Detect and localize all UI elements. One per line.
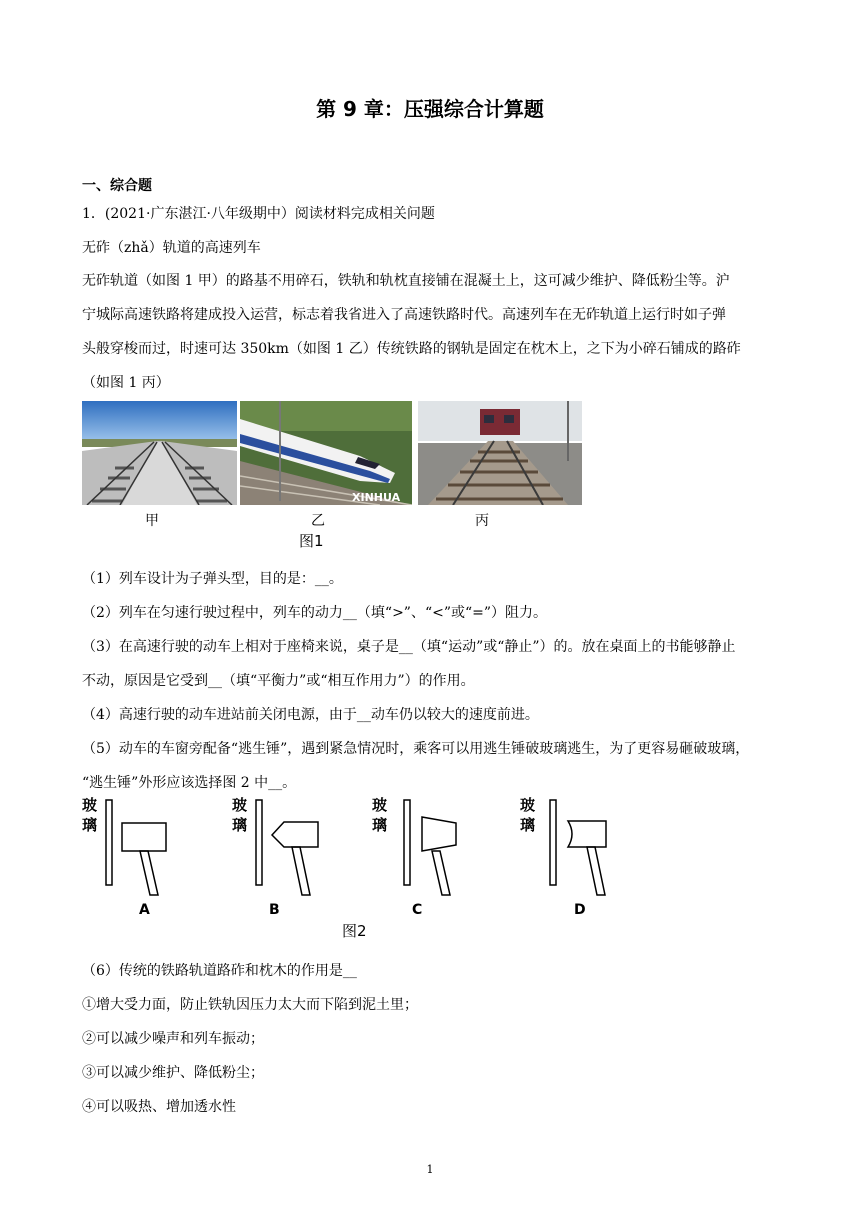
figure-1 — [82, 401, 582, 505]
svg-text:璃: 璃 — [232, 816, 248, 834]
choice-item: ④可以吸热、增加透水性 — [82, 1099, 236, 1115]
figure-1-label: 图1 — [299, 532, 324, 550]
passage-line: 头般穿梭而过，时速可达 350km（如图 1 乙）传统铁路的钢轨是固定在枕木上，之下为小碎石铺成的路砟 — [82, 341, 741, 357]
svg-text:A: A — [139, 902, 150, 918]
choice-item: ②可以减少噪声和列车振动； — [82, 1031, 264, 1047]
figure-caption-bing: 丙 — [475, 513, 489, 529]
svg-text:D: D — [574, 902, 586, 918]
question-item: （2）列车在匀速行驶过程中，列车的动力__（填“>”、“<”或“=”）阻力。 — [82, 605, 548, 621]
figure-2 — [82, 795, 642, 940]
figure-2-label: 图2 — [342, 922, 367, 940]
svg-text:璃: 璃 — [82, 816, 98, 834]
choice-item: ①增大受力面，防止铁轨因压力太大而下陷到泥土里； — [82, 997, 418, 1013]
svg-text:玻: 玻 — [372, 796, 388, 814]
question-header: 1．(2021·广东湛江·八年级期中）阅读材料完成相关问题 — [82, 206, 435, 222]
question-item: （3）在高速行驶的动车上相对于座椅来说，桌子是__（填“运动”或“静止”）的。放在桌面上的书能够静止 — [82, 639, 736, 655]
section-heading: 一、综合题 — [82, 178, 152, 194]
question-item: 不动，原因是它受到__（填“平衡力”或“相互作用力”）的作用。 — [82, 673, 475, 689]
question-item: （1）列车设计为子弹头型，目的是：__。 — [82, 571, 343, 587]
passage-line: 宁城际高速铁路将建成投入运营，标志着我省进入了高速铁路时代。高速列车在无砟轨道上运行时如子弹 — [82, 307, 726, 323]
photo-high-speed-train — [240, 401, 412, 505]
passage-line: （如图 1 丙） — [82, 375, 170, 391]
svg-text:璃: 璃 — [520, 816, 536, 834]
question-item-6: （6）传统的铁路轨道路砟和枕木的作用是__ — [82, 963, 357, 979]
page-number: 1 — [426, 1163, 434, 1176]
hammer-option-a — [82, 796, 166, 918]
question-item: （5）动车的车窗旁配备“逃生锤”，遇到紧急情况时，乘客可以用逃生锤破玻璃逃生，为了更容易砸破玻璃， — [82, 741, 750, 757]
hammer-option-b — [232, 796, 318, 918]
figure-caption-yi: 乙 — [311, 513, 325, 529]
hammer-option-d — [520, 796, 606, 918]
svg-text:璃: 璃 — [372, 816, 388, 834]
choice-item: ③可以减少维护、降低粉尘； — [82, 1065, 264, 1081]
passage-line: 无砟轨道（如图 1 甲）的路基不用碎石，铁轨和轨枕直接铺在混凝土上，这可减少维护、降低粉尘等。沪 — [82, 273, 730, 289]
svg-text:B: B — [269, 902, 280, 918]
question-item: （4）高速行驶的动车进站前关闭电源，由于__动车仍以较大的速度前进。 — [82, 707, 539, 723]
svg-text:玻: 玻 — [232, 796, 248, 814]
passage-subtitle: 无砟（zhǎ）轨道的高速列车 — [82, 240, 261, 256]
svg-text:玻: 玻 — [82, 796, 98, 814]
photo-ballasted-track — [418, 401, 582, 505]
photo-ballastless-track — [82, 401, 237, 505]
watermark-text: XINHUA — [352, 491, 401, 504]
page-title: 第 9 章：压强综合计算题 — [316, 97, 544, 121]
figure-caption-jia: 甲 — [145, 513, 159, 529]
svg-text:C: C — [412, 902, 423, 918]
hammer-option-c — [372, 796, 456, 918]
svg-text:玻: 玻 — [520, 796, 536, 814]
question-item: “逃生锤”外形应该选择图 2 中__。 — [82, 775, 297, 791]
